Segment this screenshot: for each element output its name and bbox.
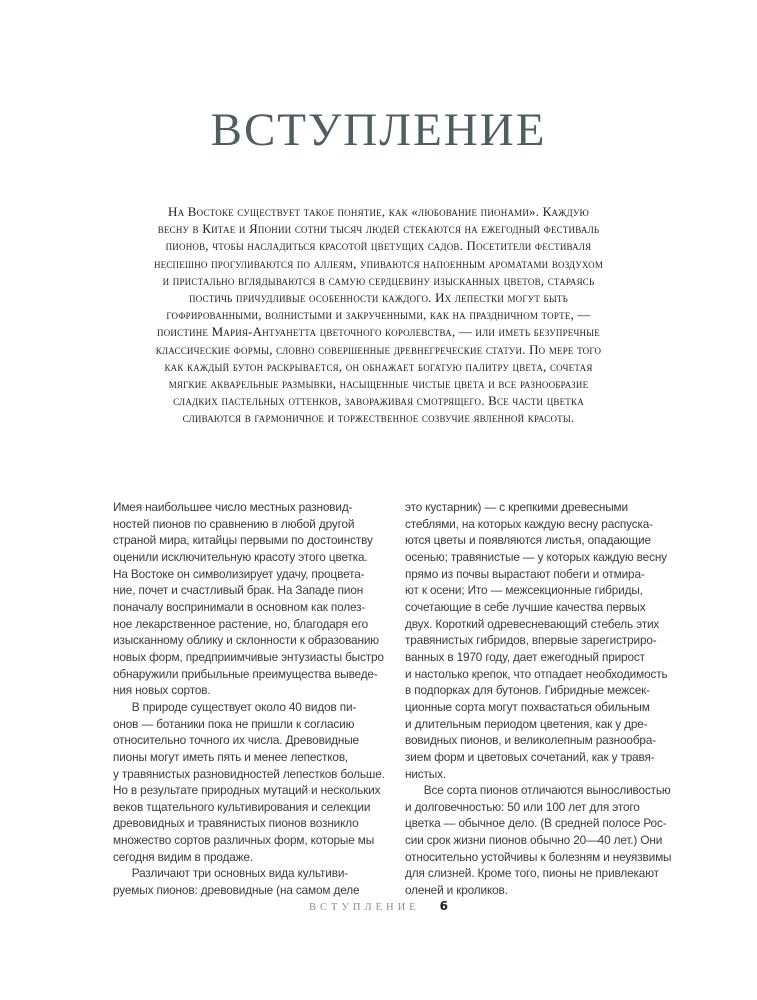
text-line: вовидных пионов, и великолепным разнообра-: [405, 733, 657, 748]
text-line: и долговечностью: 50 или 100 лет для этого: [405, 799, 640, 814]
text-line: цветка — обычное дело. (В средней полосе Рос-: [405, 816, 667, 831]
footer-page-number: 6: [439, 899, 448, 913]
text-line: Все сорта пионов отличаются выносливостью: [405, 783, 671, 798]
intro-paragraph: [79, 203, 679, 427]
text-line: прямо из почвы вырастают побеги и отмира-: [405, 566, 645, 581]
text-line: нистых.: [405, 766, 447, 781]
text-line: пионы могут иметь пять и менее лепестков,: [113, 749, 349, 764]
text-line: зием форм и цветовых сочетаний, как у травя-: [405, 749, 655, 764]
text-line: относительно точного их числа. Древовидные: [113, 733, 359, 748]
text-line: ванных в 1970 году, дает ежегодный прирост: [405, 649, 645, 664]
text-line: Различают три основных вида культиви-: [113, 866, 349, 881]
text-line: для слизней. Кроме того, пионы не привлекают: [405, 866, 659, 881]
text-line: классические формы, словно совершенные древнегреческие статуи. По мере того: [155, 341, 602, 357]
text-line: множество сортов различных форм, которые мы: [113, 833, 375, 848]
footer-section-label: ВСТУПЛЕНИЕ: [309, 902, 420, 913]
text-line: травянистых гибридов, впервые зарегистриро-: [405, 633, 657, 648]
text-line: Имея наибольшее число местных разновид-: [113, 500, 353, 514]
text-line: ют к осени; Ито — межсекционные гибриды,: [405, 583, 643, 598]
text-line: новых форм, предприимчивые энтузиасты быстро: [113, 649, 384, 664]
text-line: ются цветы и появляются листья, опадающие: [405, 533, 651, 548]
text-line: онов — ботаники пока не пришли к согласию: [113, 716, 355, 731]
text-line: В природе существует около 40 видов пи-: [113, 699, 357, 714]
text-line: ностей пионов по сравнению в любой другой: [113, 516, 355, 531]
body-left-column: [113, 499, 398, 899]
text-line: Но в результате природных мутаций и нескольких: [113, 783, 381, 798]
text-line: изысканному облику и склонности к образованию: [113, 633, 379, 648]
text-line: оценили исключительную красоту этого цветка.: [113, 549, 368, 564]
text-line: древовидных и травянистых пионов возникло: [113, 816, 359, 831]
text-line: и длительным периодом цветения, как у дре-: [405, 716, 648, 731]
text-line: сладких пастельных оттенков, завораживая смотрящего. Все части цветка: [173, 393, 584, 409]
text-line: мягкие акварельные размывки, насыщенные чистые цвета и все разнообразие: [168, 376, 589, 392]
page-footer: [0, 899, 757, 913]
text-line: ние, почет и счастливый брак. На Западе пион: [113, 583, 364, 598]
text-line: веков тщательного культивирования и селекции: [113, 799, 371, 814]
text-line: постичь причудливые особенности каждого. Их лепестки могут быть: [189, 290, 568, 306]
body-right-column: [405, 499, 697, 899]
text-line: ное лекарственное растение, но, благодаря его: [113, 616, 368, 631]
text-line: На Востоке он символизирует удачу, процвета-: [113, 566, 365, 581]
text-line: относительно устойчивы к болезням и неуязвимы: [405, 849, 672, 864]
text-line: ционные сорта могут похвастаться обильным: [405, 699, 650, 714]
text-line: это кустарник) — с крепкими древесными: [405, 500, 628, 514]
text-line: осенью; травянистые — у которых каждую весну: [405, 549, 667, 564]
text-line: поистине Мария-Антуанетта цветочного королевства, — или иметь безупречные: [157, 324, 600, 340]
text-line: двух. Короткий одревесневающий стебель этих: [405, 616, 660, 631]
text-line: сочетающие в себе лучшие качества первых: [405, 599, 646, 614]
text-line: как каждый бутон раскрывается, он обнажает богатую палитру цвета, сочетая: [164, 358, 593, 374]
text-line: неспешно прогуливаются по аллеям, упиваются напоенным ароматами воздухом: [153, 255, 604, 271]
text-line: сегодня видим в продаже.: [113, 849, 253, 864]
text-line: и настолько крепок, что отпадает необходимость: [405, 666, 668, 681]
text-line: весну в Китае и Японии сотни тысяч людей стекаются на ежегодный фестиваль: [157, 221, 600, 237]
text-line: стеблями, на которых каждую весну распуска-: [405, 516, 653, 531]
text-line: сии срок жизни пионов обычно 20—40 лет.) Они: [405, 833, 663, 848]
text-line: На Востоке существует такое понятие, как «любование пионами». Каждую: [168, 204, 589, 219]
text-line: поначалу воспринимали в основном как полез-: [113, 599, 366, 614]
text-line: страной мира, китайцы первыми по достоинству: [113, 533, 373, 548]
text-line: сливаются в гармоничное и торжественное созвучие явленной красоты.: [182, 410, 575, 426]
text-line: обнаружили прибыльные преимущества выведе-: [113, 666, 378, 681]
text-line: оленей и кроликов.: [405, 883, 508, 898]
text-line: гофрированными, волнистыми и закрученными, как на праздничном торте, —: [166, 307, 591, 323]
text-line: и пристально вглядываются в самую сердцевину изысканных цветов, стараясь: [162, 272, 595, 288]
text-line: пионов, чтобы насладиться красотой цветущих садов. Посетители фестиваля: [165, 238, 592, 254]
text-line: руемых пионов: древовидные (на самом деле: [113, 883, 360, 898]
text-line: у травянистых разновидностей лепестков больше.: [113, 766, 385, 781]
page-title: ВСТУПЛЕНИЕ: [210, 104, 547, 156]
text-line: ния новых сортов.: [113, 683, 211, 698]
text-line: в подпорках для бутонов. Гибридные межсек-: [405, 683, 650, 698]
